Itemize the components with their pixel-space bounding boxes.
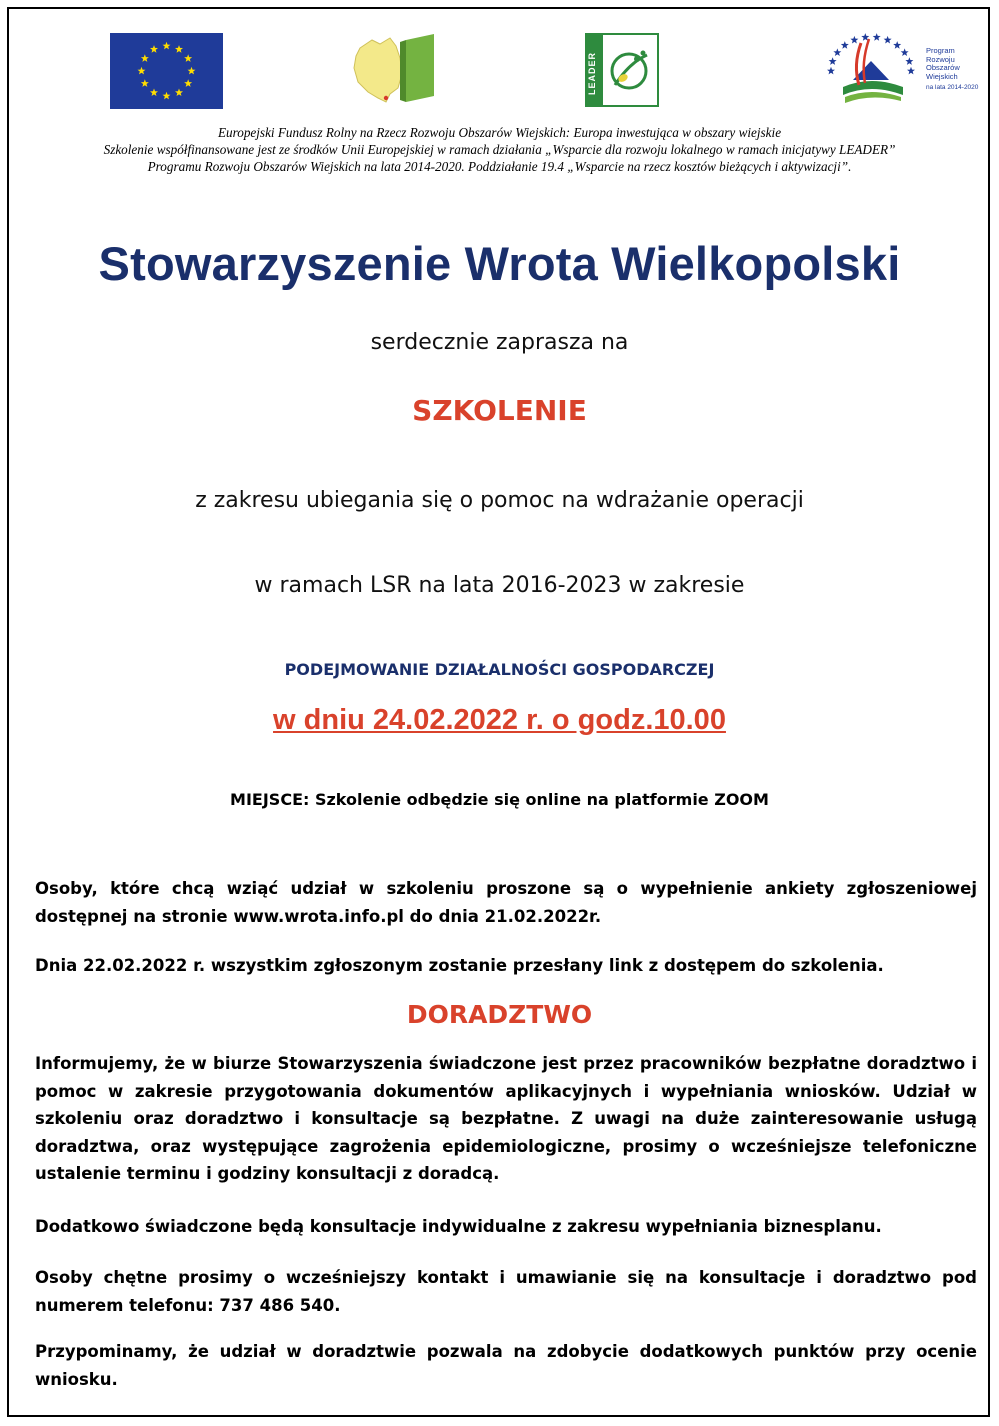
training-topic: PODEJMOWANIE DZIAŁALNOŚCI GOSPODARCZEJ bbox=[284, 660, 715, 679]
eu-star-icon bbox=[138, 67, 146, 75]
scope-line-2: w ramach LSR na lata 2016-2023 w zakresie bbox=[254, 573, 745, 598]
eu-star-icon bbox=[163, 42, 171, 50]
eu-flag-logo bbox=[110, 33, 223, 109]
wielkopolska-lgd-logo bbox=[350, 30, 440, 110]
funding-line-2: Szkolenie współfinansowane jest ze środków Unii Europejskiej w ramach działania „Wsparcie dla rozwoju lokalnego w ramach inicjatywy LEADER” bbox=[103, 142, 896, 157]
prow-star-icon bbox=[850, 36, 858, 44]
training-date: w dniu 24.02.2022 r. o godz.10.00 bbox=[273, 704, 726, 736]
funding-statement bbox=[0, 124, 999, 175]
eu-star-icon bbox=[141, 79, 149, 87]
prow-star-icon bbox=[873, 33, 881, 41]
prow-star-icon bbox=[884, 36, 892, 44]
prow-star-icon bbox=[907, 67, 915, 75]
advice-info-paragraph: Informujemy, że w biurze Stowarzyszenia świadczone jest przez pracowników bezpłatne doradztwo i pomoc w zakresie przygotowania dokumentów aplikacyjnych i wypełniania wniosków. Udział w szkoleniu oraz doradztwo i konsultacje są bezpłatne. Z uwagi na duże zainteresowanie usługą doradztwa, oraz występujące zagrożenia epidemiologiczne, prosimy o wcześniejsze telefoniczne ustalenie terminu i godziny konsultacji z doradcą. bbox=[35, 1054, 977, 1184]
prow-star-icon bbox=[833, 48, 841, 56]
eu-star-icon bbox=[141, 54, 149, 62]
funding-line-1: Europejski Fundusz Rolny na Rzecz Rozwoju Obszarów Wiejskich: Europa inwestująca w obszary wiejskie bbox=[217, 125, 782, 140]
eu-star-icon bbox=[188, 67, 196, 75]
prow-line-1: Program bbox=[926, 46, 955, 55]
business-plan-paragraph: Dodatkowo świadczone będą konsultacje indywidualne z zakresu wypełniania biznesplanu. bbox=[35, 1217, 882, 1236]
invite-text: serdecznie zaprasza na bbox=[370, 330, 629, 355]
prow-line-2: Rozwoju bbox=[926, 54, 955, 64]
prow-years: na lata 2014-2020 bbox=[926, 84, 979, 91]
funding-line-3: Programu Rozwoju Obszarów Wiejskich na lata 2014-2020. Poddziałanie 19.4 „Wsparcie na rzecz kosztów bieżących i aktywizacji”. bbox=[147, 159, 852, 174]
page-title: Stowarzyszenie Wrota Wielkopolski bbox=[98, 237, 901, 290]
prow-star-icon bbox=[827, 67, 835, 75]
advice-heading: DORADZTWO bbox=[406, 1000, 593, 1029]
leader-logo bbox=[585, 33, 659, 107]
prow-star-icon bbox=[893, 41, 901, 49]
eu-star-icon bbox=[184, 54, 192, 62]
reminder-paragraph: Przypominamy, że udział w doradztwie pozwala na zdobycie dodatkowych punktów przy ocenie wniosku. bbox=[35, 1342, 977, 1389]
prow-star-icon bbox=[901, 48, 909, 56]
eu-star-icon bbox=[150, 88, 158, 96]
eu-star-icon bbox=[184, 79, 192, 87]
eu-star-icon bbox=[175, 45, 183, 53]
prow-star-icon bbox=[841, 41, 849, 49]
contact-paragraph: Osoby chętne prosimy o wcześniejszy kontakt i umawianie się na konsultacje i doradztwo pod numerem telefonu: 737 486 540. bbox=[35, 1268, 977, 1315]
prow-line-4: Wiejskich bbox=[926, 71, 958, 81]
eu-star-icon bbox=[175, 88, 183, 96]
training-place: MIEJSCE: Szkolenie odbędzie się online na platformie ZOOM bbox=[230, 790, 769, 809]
link-paragraph: Dnia 22.02.2022 r. wszystkim zgłoszonym zostanie przesłany link z dostępem do szkolenia. bbox=[35, 956, 884, 975]
prow-text bbox=[926, 47, 960, 81]
leader-vertical-text: LEADER bbox=[587, 51, 597, 95]
eu-star-icon bbox=[150, 45, 158, 53]
prow-star-icon bbox=[829, 57, 837, 65]
scope-line-1: z zakresu ubiegania się o pomoc na wdrażanie operacji bbox=[195, 488, 804, 513]
prow-line-3: Obszarów bbox=[926, 63, 960, 73]
prow-logo bbox=[823, 25, 979, 110]
training-heading: SZKOLENIE bbox=[412, 394, 587, 427]
registration-paragraph: Osoby, które chcą wziąć udział w szkoleniu proszone są o wypełnienie ankiety zgłoszeniowej dostępnej na stronie www.wrota.info.pl do dnia 21.02.2022r. bbox=[35, 879, 977, 926]
prow-star-icon bbox=[905, 57, 913, 65]
eu-stars-icon bbox=[110, 33, 223, 109]
eu-star-icon bbox=[163, 92, 171, 100]
